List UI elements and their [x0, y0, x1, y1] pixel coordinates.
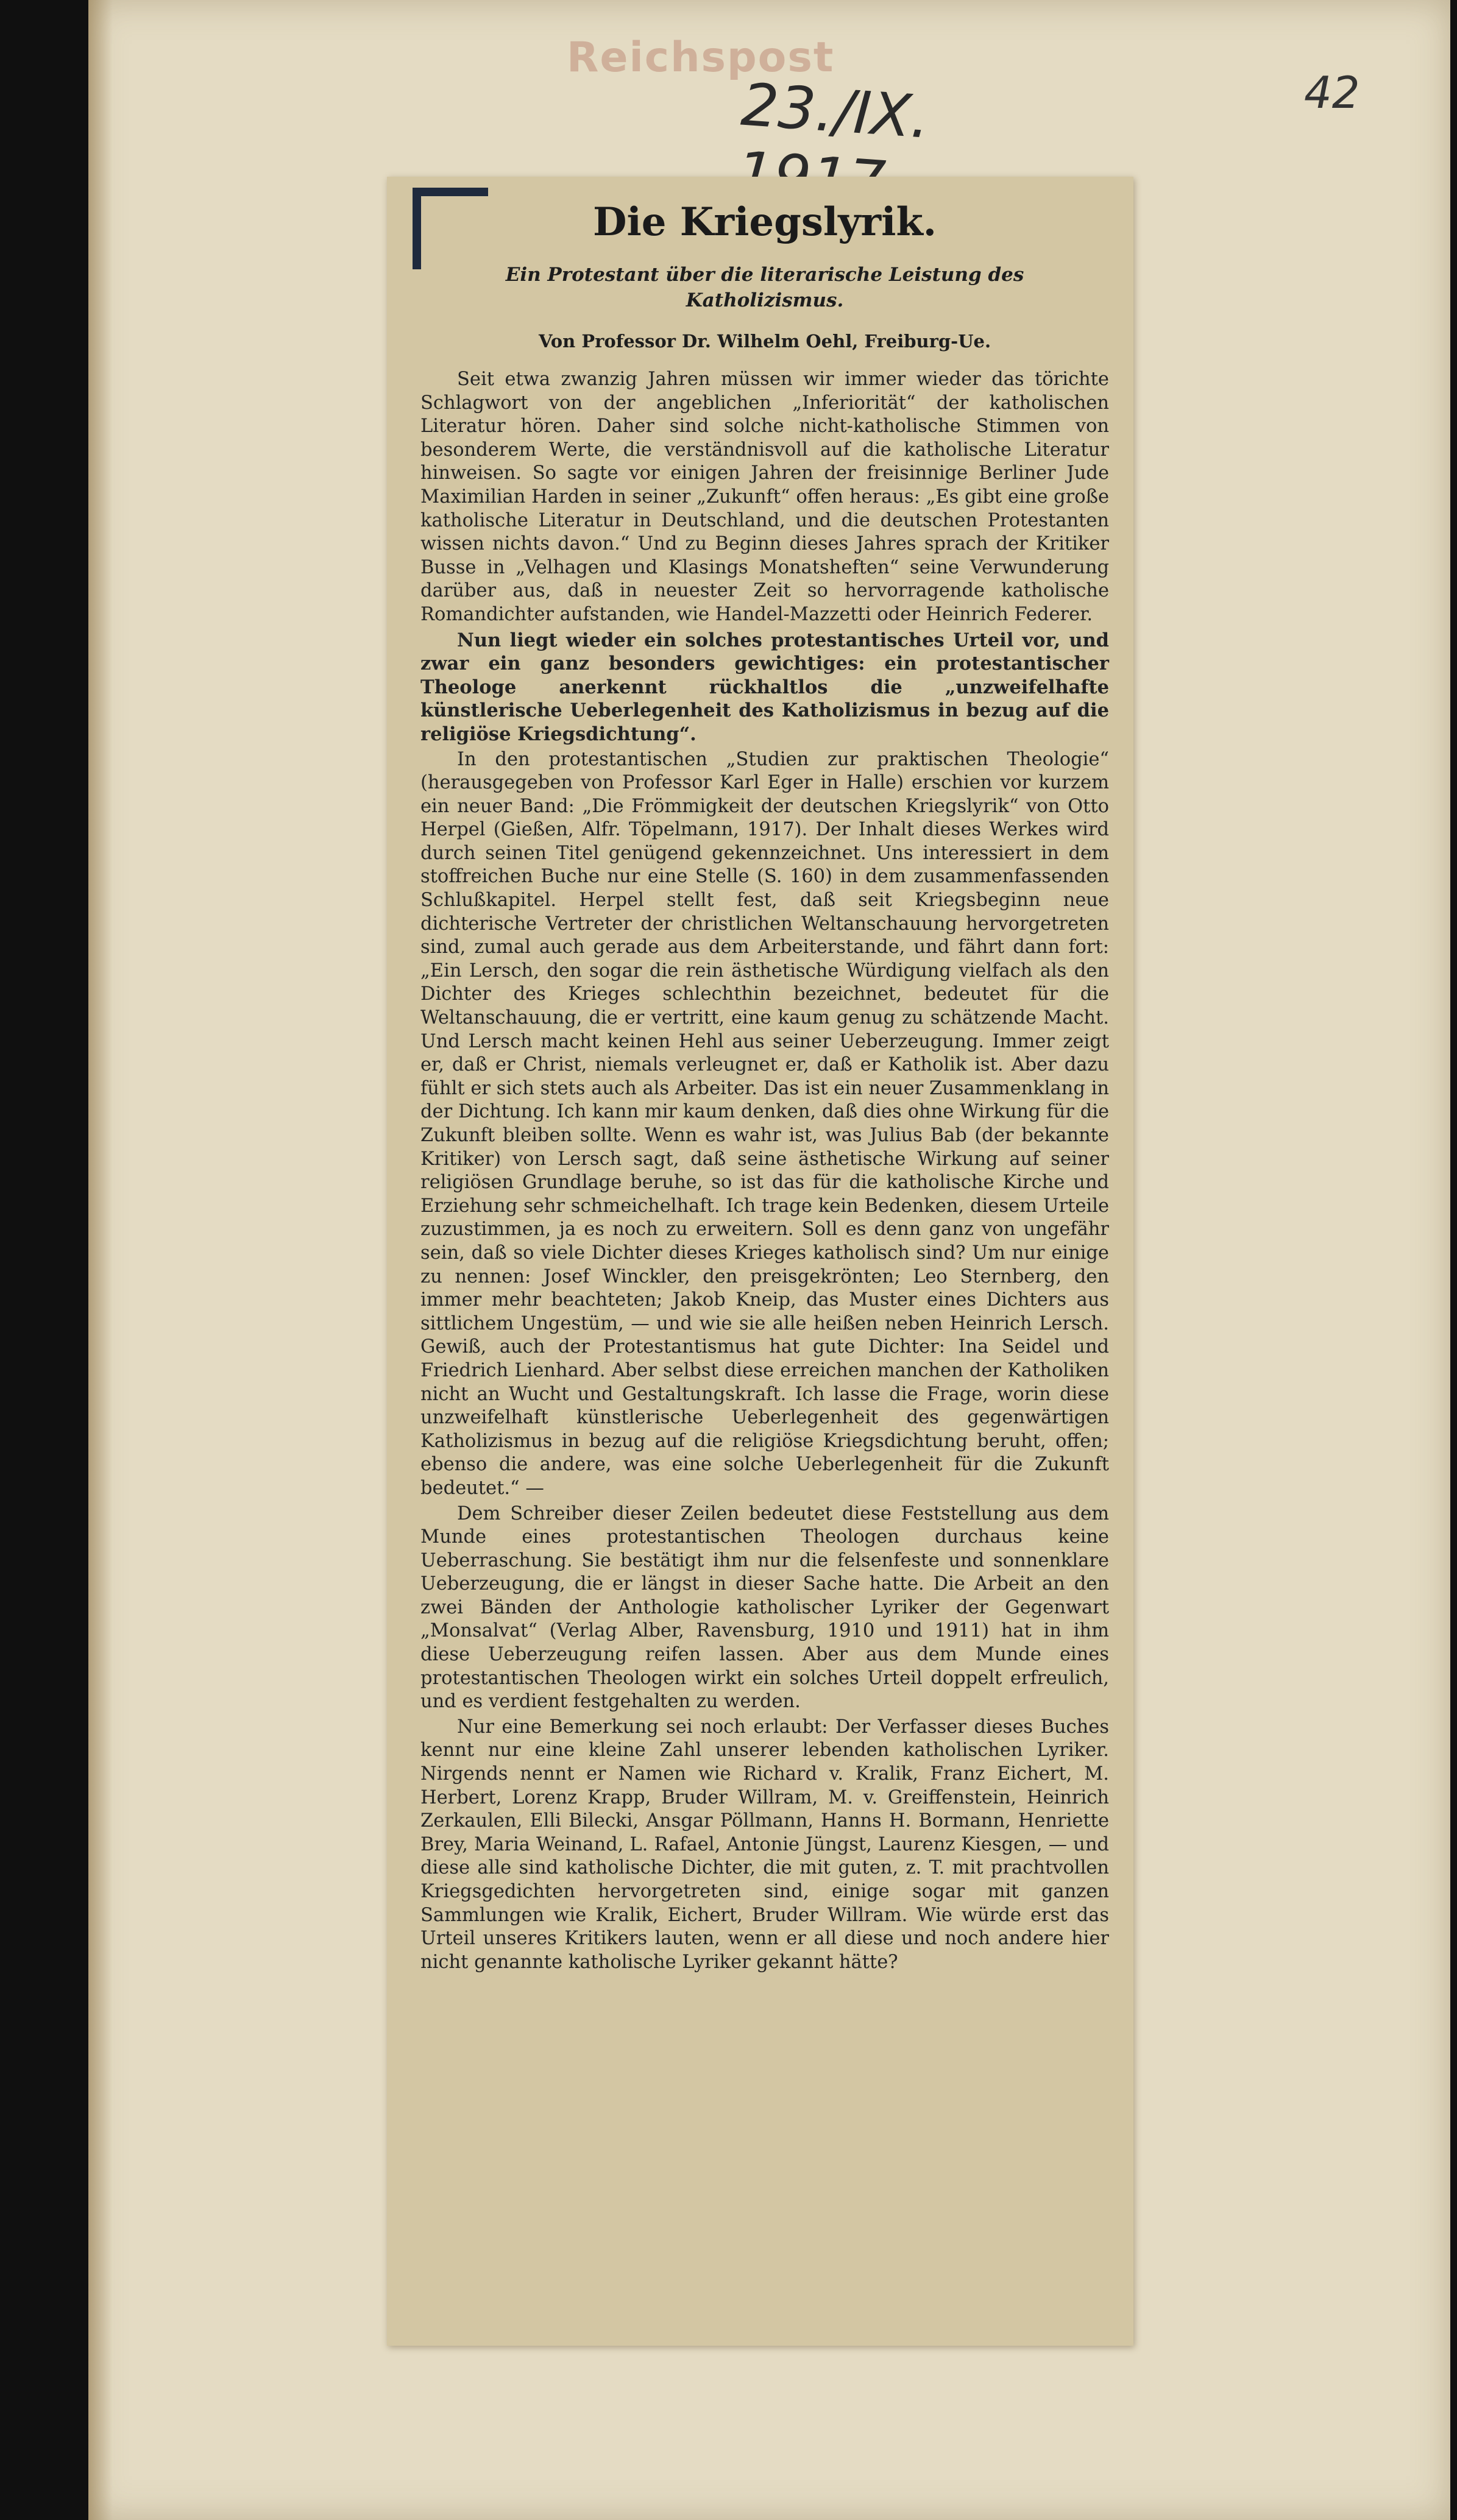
article-paragraph: Seit etwa zwanzig Jahren müssen wir immer wieder das törichte Schlagwort von der angeblichen „Inferiorität“ der katholischen Literatur hören. Daher sind solche nicht-katholische Stimmen von besonderem Werte, die verständnisvoll auf die katholische Literatur hinweisen. So sagte vor einigen Jahren der freisinnige Berliner Jude Maximilian Harden in seiner „Zukunft“ offen heraus: „Es gibt eine große katholische Literatur in Deutschland, und die deutschen Protestanten wissen nichts davon.“ Und zu Beginn dieses Jahres sprach der Kritiker Busse in „Velhagen und Klasings Monatsheften“ seine Verwunderung darüber aus, daß in neuester Zeit so hervorragende katholische Romandichter aufstanden, wie Handel-Mazzetti oder Heinrich Federer. — [420, 369, 1109, 625]
article-paragraph: In den protestantischen „Studien zur praktischen Theologie“ (herausgegeben von Professor Karl Eger in Halle) erschien vor kurzem ein neuer Band: „Die Frömmigkeit der deutschen Kriegslyrik“ von Otto Herpel (Gießen, Alfr. Töpelmann, 1917). Der Inhalt dieses Werkes wird durch seinen Titel genügend gekennzeichnet. Uns interessiert in dem stoffreichen Buche nur eine Stelle (S. 160) in dem zusammenfassenden Schlußkapitel. Herpel stellt fest, daß seit Kriegsbeginn neue dichterische Vertreter der christlichen Weltanschauung hervorgetreten sind, zumal auch gerade aus dem Arbeiterstande, und fährt dann fort: „Ein Lersch, den sogar die rein ästhetische Würdigung vielfach als den Dichter des Krieges schlechthin bezeichnet, bedeutet für die Weltanschauung, die er vertritt, eine kaum genug zu schätzende Macht. Und Lersch macht keinen Hehl aus seiner Ueberzeugung. Immer zeigt er, daß er Christ, niemals verleugnet er, daß er Katholik ist. Aber dazu fühlt er sich stets auch als Arbeiter. Das ist ein neuer Zusammenklang in der Dichtung. Ich kann mir kaum denken, daß dies ohne Wirkung für die Zukunft bleiben sollte. Wenn es wahr ist, was Julius Bab (der bekannte Kritiker) von Lersch sagt, daß seine ästhetische Wirkung auf seiner religiösen Grundlage beruhe, so ist das für die katholische Kirche und Erziehung sehr schmeichelhaft. Ich trage kein Bedenken, diesem Urteile zuzustimmen, ja es noch zu erweitern. Soll es denn ganz von ungefähr sein, daß so viele Dichter dieses Krieges katholisch sind? Um nur einige zu nennen: Josef Winckler, den preisgekrönten; Leo Sternberg, den immer mehr beachteten; Jakob Kneip, das Muster eines Dichters aus sittlichem Ungestüm, — und wie sie alle heißen neben Heinrich Lersch. Gewiß, auch der Protestantismus hat gute Dichter: Ina Seidel und Friedrich Lienhard. Aber selbst diese erreichen manchen der Katholiken nicht an Wucht und Gestaltungskraft. Ich lasse die Frage, worin diese unzweifelhaft künstlerische Ueberlegenheit des gegenwärtigen Katholizismus in bezug auf die religiöse Kriegsdichtung beruht, offen; ebenso die andere, was eine solche Ueberlegenheit für die Zukunft bedeutet.“ — — [420, 748, 1109, 1499]
article-paragraph: Nur eine Bemerkung sei noch erlaubt: Der Verfasser dieses Buches kennt nur eine kleine Zahl unserer lebenden katholischen Lyriker. Nirgends nennt er Namen wie Richard v. Kralik, Franz Eichert, M. Herbert, Lorenz Krapp, Bruder Willram, M. v. Greiffenstein, Heinrich Zerkaulen, Elli Bilecki, Ansgar Pöllmann, Hanns H. Bormann, Henriette Brey, Maria Weinand, L. Rafael, Antonie Jüngst, Laurenz Kiesgen, — und diese alle sind katholische Dichter, die mit guten, z. T. mit prachtvollen Kriegsgedichten hervorgetreten sind, einige sogar mit ganzen Sammlungen wie Kralik, Eichert, Bruder Willram. Wie würde erst das Urteil unseres Kritikers lauten, wenn er all diese und noch andere hier nicht genannte katholische Lyriker gekannt hätte? — [420, 1716, 1109, 1973]
article-body — [420, 177, 1109, 1974]
handwritten-date: 23./IX. — [739, 70, 932, 152]
archive-sheet — [88, 0, 1450, 2520]
sheet-shadow-edge — [88, 0, 113, 2520]
newspaper-clipping — [387, 177, 1133, 2346]
article-paragraph: Dem Schreiber dieser Zeilen bedeutet diese Feststellung aus dem Munde eines protestantischen Theologen durchaus keine Ueberraschung. Sie bestätigt ihm nur die felsenfeste und sonnenklare Ueberzeugung, die er längst in dieser Sache hatte. Die Arbeit an den zwei Bänden der Anthologie katholischer Lyriker der Gegenwart „Monsalvat“ (Verlag Alber, Ravensburg, 1910 und 1911) hat in ihm diese Ueberzeugung reifen lassen. Aber aus dem Munde eines protestantischen Theologen wirkt ein solches Urteil doppelt erfreulich, und es verdient festgehalten zu werden. — [420, 1502, 1109, 1713]
article-subtitle: Ein Protestant über die literarische Leistung des Katholizismus. — [505, 264, 1024, 311]
handwritten-page-number: 42 — [1304, 67, 1360, 118]
article-title: Die Kriegslyrik. — [592, 199, 937, 245]
article-paragraph: Nun liegt wieder ein solches protestantisches Urteil vor, und zwar ein ganz besonders gewichtiges: ein protestantischer Theologe anerkennt rückhaltlos die „unzweifelhafte künstlerische Ueberlegenheit des Katholizismus in bezug auf die religiöse Kriegsdichtung“. — [420, 629, 1109, 745]
article-byline: Von Professor Dr. Wilhelm Oehl, Freiburg-Ue. — [538, 331, 991, 352]
newspaper-stamp: Reichspost — [567, 34, 835, 82]
